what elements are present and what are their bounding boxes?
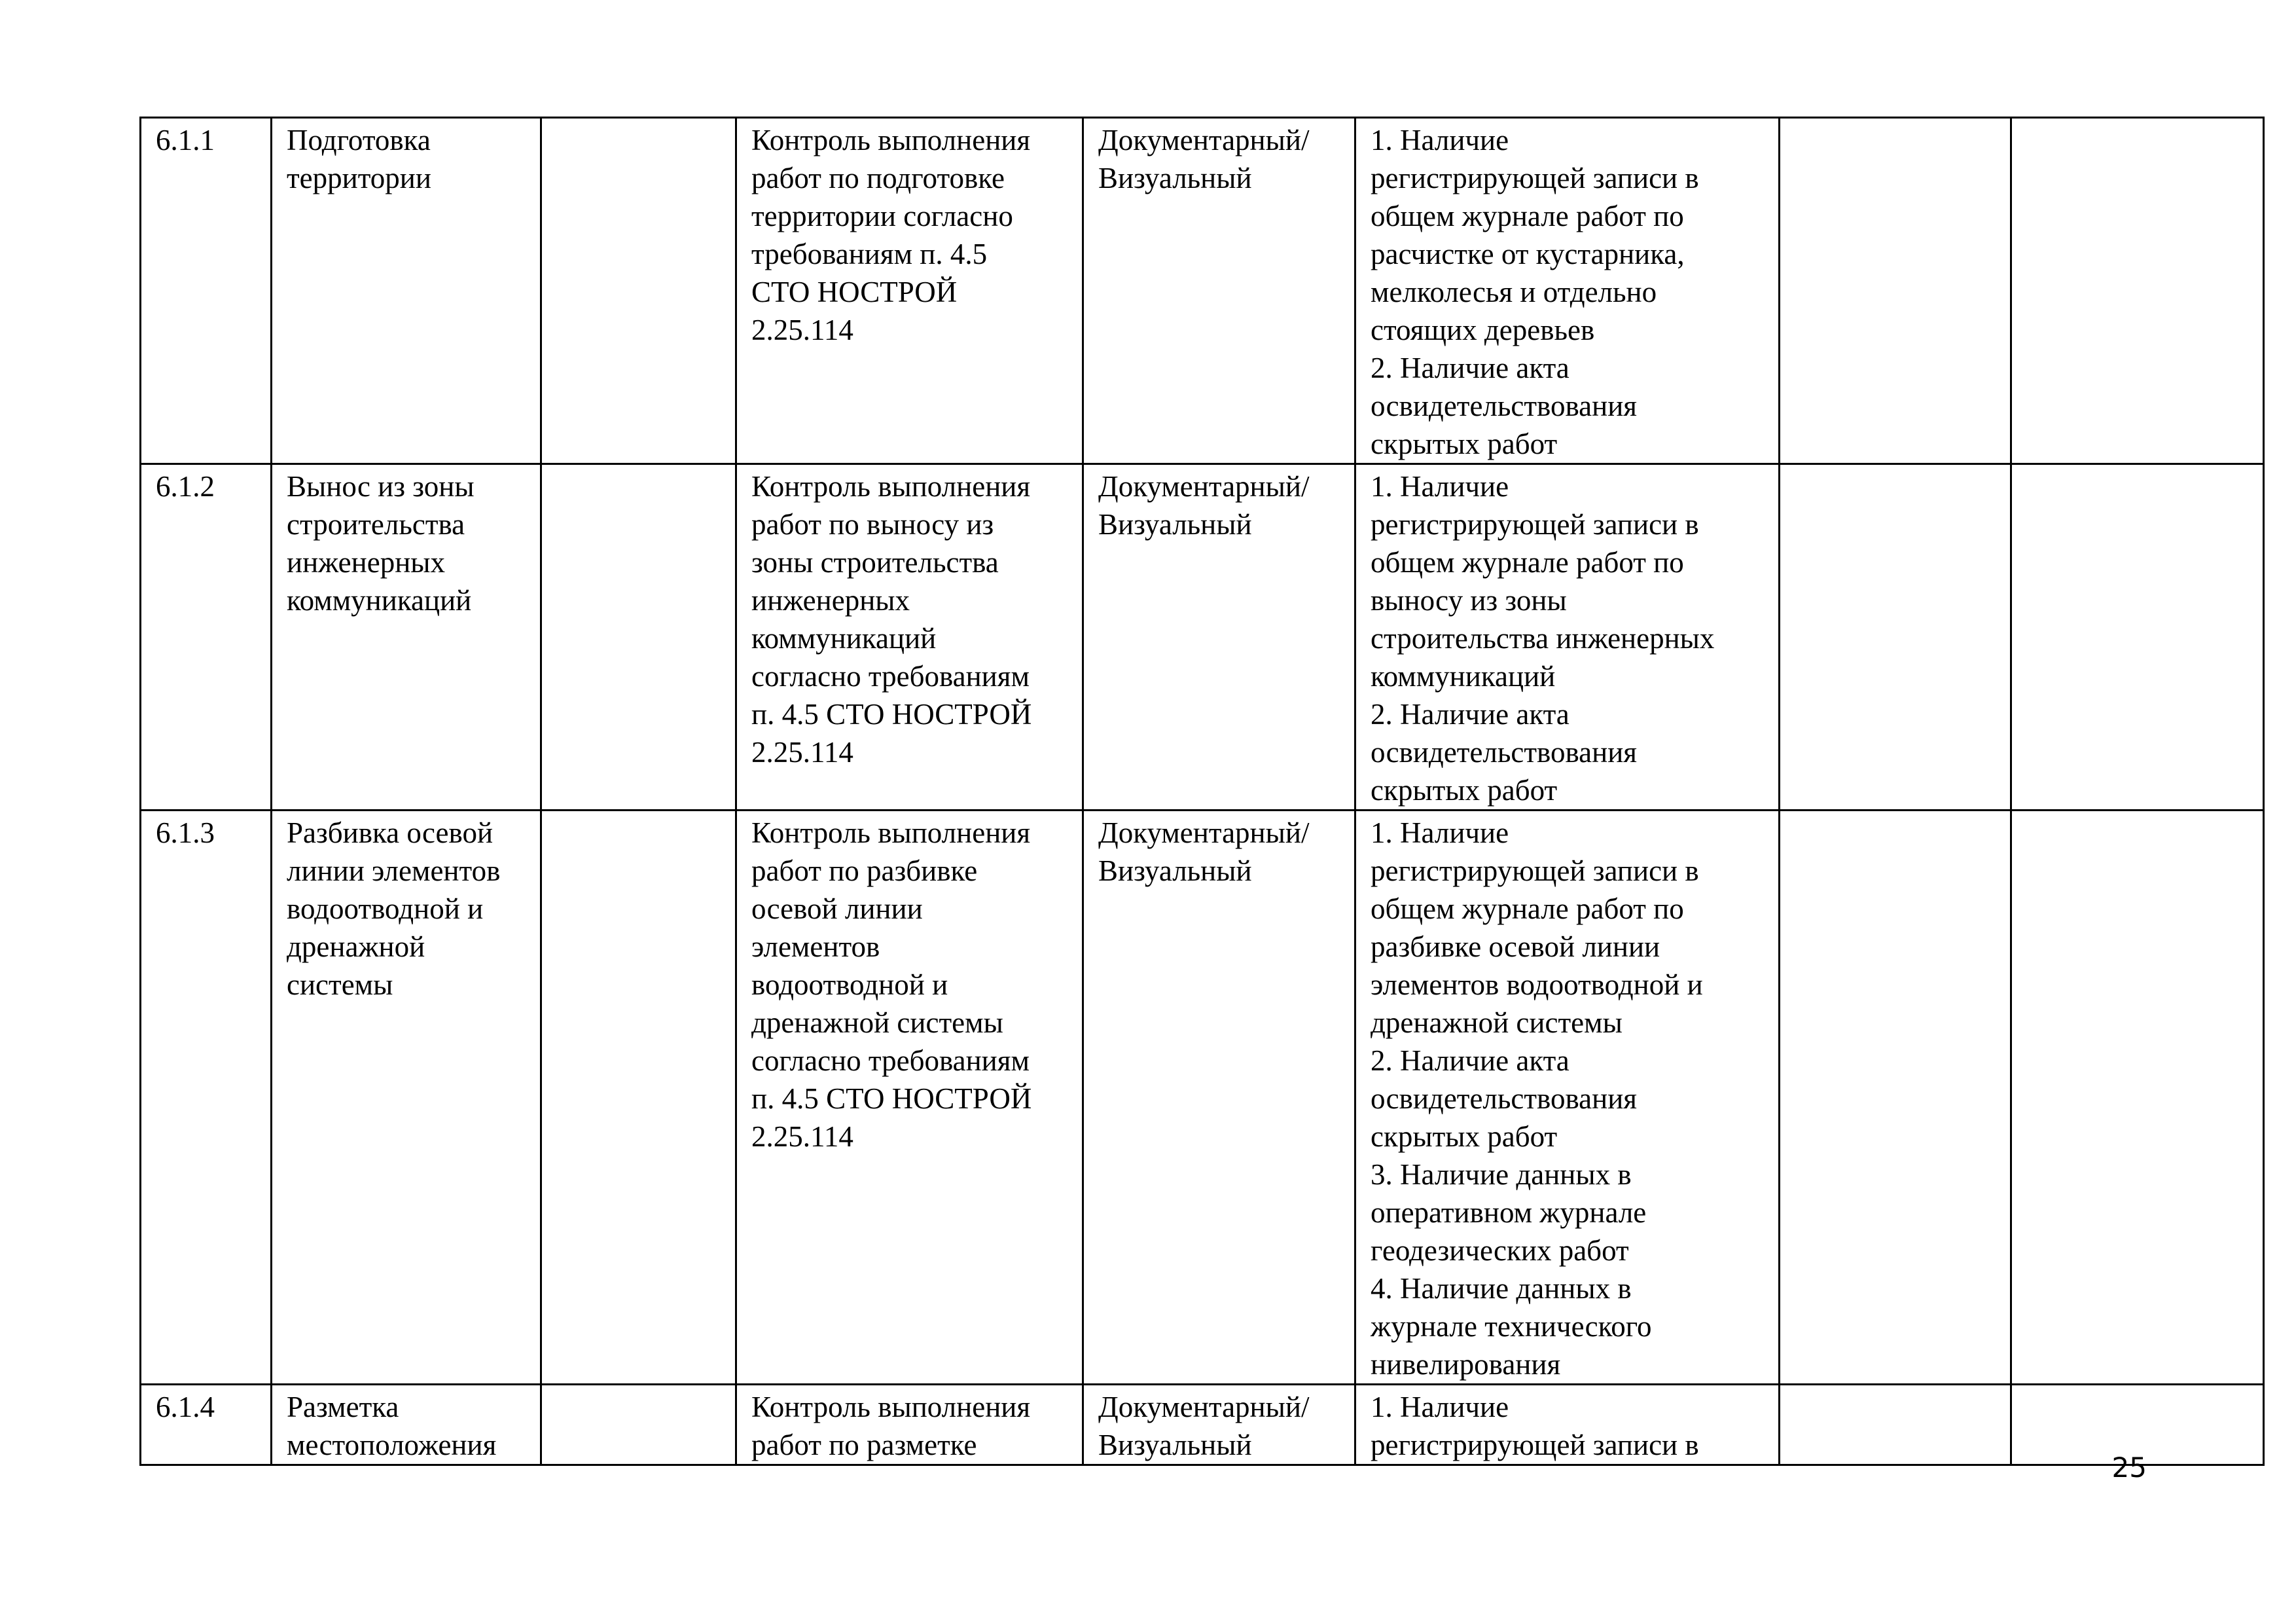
empty-cell: [541, 1385, 736, 1465]
cell-text-line: элементов: [751, 930, 880, 963]
control-method-cell: [1083, 811, 1355, 1385]
work-name-cell: [272, 1385, 541, 1465]
cell-text-line: регистрирующей записи в: [1371, 854, 1699, 887]
control-description-cell: [736, 464, 1083, 811]
item-number-cell: [141, 118, 272, 464]
empty-cell: [541, 811, 736, 1385]
cell-text-line: Визуальный: [1098, 1429, 1252, 1461]
empty-cell: [1780, 118, 2011, 464]
cell-text-line: Контроль выполнения: [751, 124, 1031, 156]
cell-text-line: строительства инженерных: [1371, 622, 1715, 655]
cell-text-line: выносу из зоны: [1371, 584, 1567, 617]
control-method-cell: [1083, 464, 1355, 811]
cell-text-line: Документарный/: [1098, 816, 1310, 849]
empty-cell: [541, 118, 736, 464]
cell-text-line: регистрирующей записи в: [1371, 1429, 1699, 1461]
empty-cell: [1780, 1385, 2011, 1465]
cell-text-line: Документарный/: [1098, 470, 1310, 503]
inspection-table: [139, 117, 2265, 1466]
cell-text-line: строительства: [287, 508, 465, 541]
cell-text-line: стоящих деревьев: [1371, 314, 1595, 346]
cell-text-line: журнале технического: [1371, 1310, 1652, 1343]
cell-text-line: Визуальный: [1098, 854, 1252, 887]
table-body: [141, 118, 2264, 1465]
cell-text-line: 4. Наличие данных в: [1371, 1272, 1632, 1305]
cell-text-line: 2.25.114: [751, 1120, 853, 1153]
cell-text-line: работ по разметке: [751, 1429, 977, 1461]
work-name-cell: [272, 118, 541, 464]
table-row: [141, 1385, 2264, 1465]
empty-cell: [2011, 811, 2264, 1385]
cell-text-line: инженерных: [287, 546, 446, 579]
cell-text-line: регистрирующей записи в: [1371, 162, 1699, 194]
cell-text-line: коммуникаций: [751, 622, 937, 655]
cell-text-line: зоны строительства: [751, 546, 999, 579]
cell-text-line: регистрирующей записи в: [1371, 508, 1699, 541]
item-number-cell: [141, 464, 272, 811]
cell-text-line: 2.25.114: [751, 314, 853, 346]
documents-cell: [1355, 464, 1780, 811]
cell-text-line: коммуникаций: [287, 584, 472, 617]
cell-text-line: Контроль выполнения: [751, 470, 1031, 503]
work-name-cell: [272, 464, 541, 811]
cell-text-line: Разметка: [287, 1391, 399, 1423]
cell-text-line: Подготовка: [287, 124, 431, 156]
cell-text-line: Разбивка осевой: [287, 816, 493, 849]
cell-text-line: водоотводной и: [751, 968, 948, 1001]
cell-text-line: работ по выносу из: [751, 508, 994, 541]
cell-text-line: освидетельствования: [1371, 390, 1637, 422]
cell-text-line: Контроль выполнения: [751, 816, 1031, 849]
table-row: [141, 811, 2264, 1385]
cell-text-line: оперативном журнале: [1371, 1196, 1647, 1229]
cell-text-line: работ по подготовке: [751, 162, 1005, 194]
cell-text-line: скрытых работ: [1371, 774, 1558, 807]
cell-text-line: 2.25.114: [751, 736, 853, 769]
cell-text-line: дренажной системы: [1371, 1006, 1623, 1039]
control-description-cell: [736, 1385, 1083, 1465]
cell-text-line: 2. Наличие акта: [1371, 352, 1570, 384]
cell-text-line: 1. Наличие: [1371, 1391, 1509, 1423]
cell-text-line: Контроль выполнения: [751, 1391, 1031, 1423]
cell-text-line: 1. Наличие: [1371, 816, 1509, 849]
cell-text-line: мелколесья и отдельно: [1371, 276, 1657, 308]
cell-text-line: элементов водоотводной и: [1371, 968, 1703, 1001]
cell-text-line: местоположения: [287, 1429, 497, 1461]
item-number: 6.1.4: [156, 1391, 215, 1423]
table-row: [141, 118, 2264, 464]
cell-text-line: водоотводной и: [287, 892, 484, 925]
cell-text-line: Визуальный: [1098, 508, 1252, 541]
cell-text-line: освидетельствования: [1371, 1082, 1637, 1115]
cell-text-line: расчистке от кустарника,: [1371, 238, 1685, 270]
item-number: 6.1.1: [156, 124, 215, 156]
cell-text-line: территории: [287, 162, 431, 194]
control-description-cell: [736, 118, 1083, 464]
cell-text-line: дренажной: [287, 930, 425, 963]
empty-cell: [2011, 464, 2264, 811]
cell-text-line: п. 4.5 СТО НОСТРОЙ: [751, 1082, 1032, 1115]
cell-text-line: п. 4.5 СТО НОСТРОЙ: [751, 698, 1032, 731]
cell-text-line: освидетельствования: [1371, 736, 1637, 769]
cell-text-line: 2. Наличие акта: [1371, 698, 1570, 731]
item-number-cell: [141, 811, 272, 1385]
documents-cell: [1355, 1385, 1780, 1465]
cell-text-line: Визуальный: [1098, 162, 1252, 194]
cell-text-line: Документарный/: [1098, 124, 1310, 156]
control-description-cell: [736, 811, 1083, 1385]
page-number: 25: [2111, 1451, 2147, 1484]
empty-cell: [2011, 118, 2264, 464]
cell-text-line: общем журнале работ по: [1371, 546, 1684, 579]
cell-text-line: 1. Наличие: [1371, 124, 1509, 156]
cell-text-line: системы: [287, 968, 393, 1001]
cell-text-line: 2. Наличие акта: [1371, 1044, 1570, 1077]
cell-text-line: согласно требованиям: [751, 660, 1030, 693]
item-number: 6.1.2: [156, 470, 215, 503]
empty-cell: [1780, 811, 2011, 1385]
cell-text-line: инженерных: [751, 584, 910, 617]
cell-text-line: согласно требованиям: [751, 1044, 1030, 1077]
cell-text-line: скрытых работ: [1371, 428, 1558, 460]
item-number: 6.1.3: [156, 816, 215, 849]
empty-cell: [541, 464, 736, 811]
cell-text-line: общем журнале работ по: [1371, 200, 1684, 232]
cell-text-line: осевой линии: [751, 892, 923, 925]
cell-text-line: территории согласно: [751, 200, 1013, 232]
cell-text-line: работ по разбивке: [751, 854, 978, 887]
cell-text-line: Документарный/: [1098, 1391, 1310, 1423]
cell-text-line: 1. Наличие: [1371, 470, 1509, 503]
item-number-cell: [141, 1385, 272, 1465]
control-method-cell: [1083, 118, 1355, 464]
work-name-cell: [272, 811, 541, 1385]
documents-cell: [1355, 811, 1780, 1385]
control-method-cell: [1083, 1385, 1355, 1465]
cell-text-line: скрытых работ: [1371, 1120, 1558, 1153]
cell-text-line: дренажной системы: [751, 1006, 1003, 1039]
empty-cell: [1780, 464, 2011, 811]
cell-text-line: требованиям п. 4.5: [751, 238, 988, 270]
cell-text-line: нивелирования: [1371, 1348, 1561, 1381]
cell-text-line: линии элементов: [287, 854, 501, 887]
cell-text-line: 3. Наличие данных в: [1371, 1158, 1632, 1191]
cell-text-line: геодезических работ: [1371, 1234, 1629, 1267]
table-row: [141, 464, 2264, 811]
cell-text-line: коммуникаций: [1371, 660, 1556, 693]
cell-text-line: разбивке осевой линии: [1371, 930, 1660, 963]
cell-text-line: общем журнале работ по: [1371, 892, 1684, 925]
cell-text-line: Вынос из зоны: [287, 470, 475, 503]
cell-text-line: СТО НОСТРОЙ: [751, 276, 958, 308]
documents-cell: [1355, 118, 1780, 464]
